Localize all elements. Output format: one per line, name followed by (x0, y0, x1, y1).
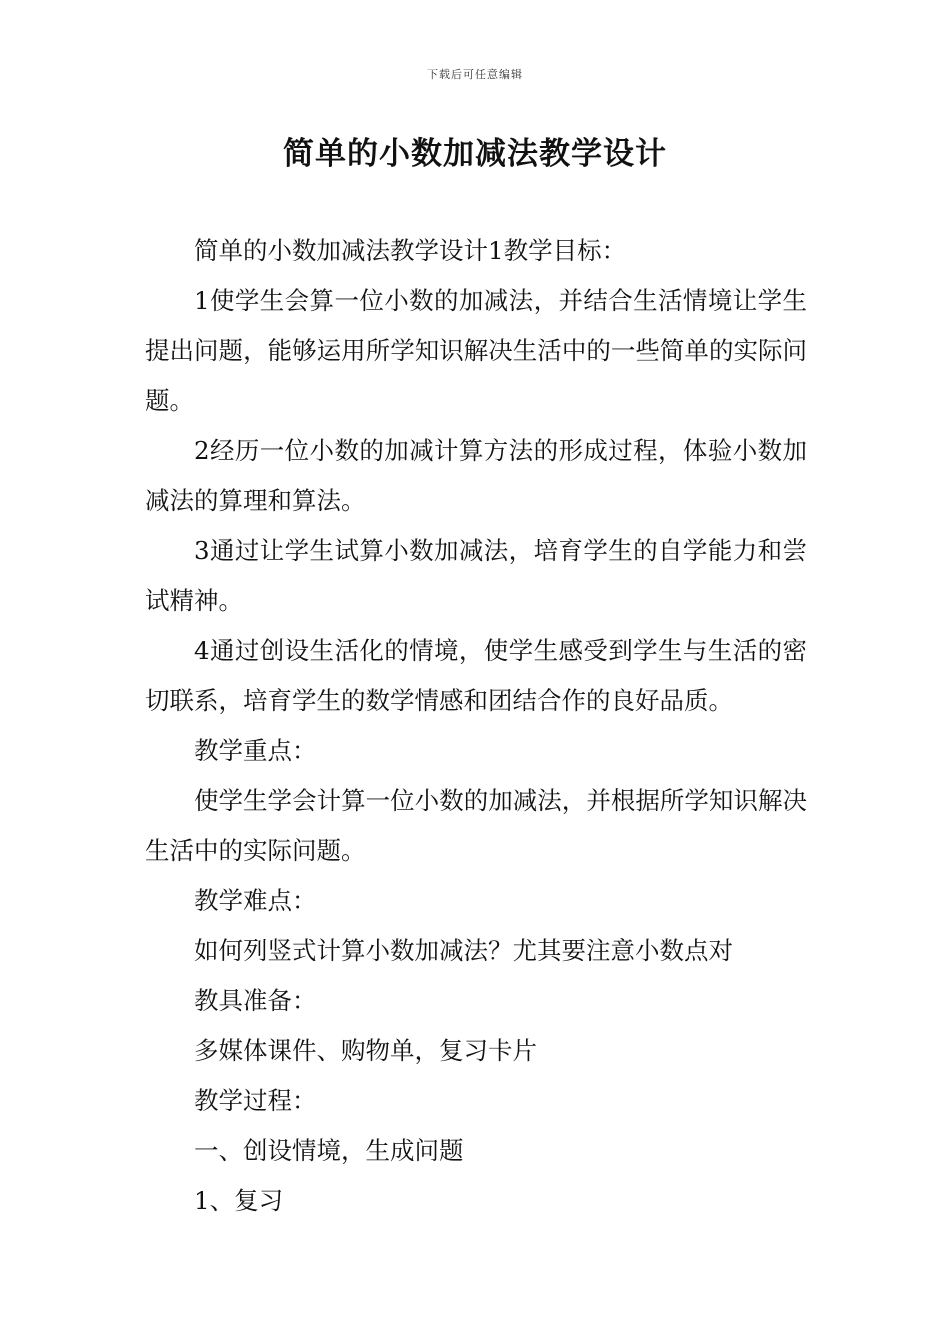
paragraph-goal-3: 3通过让学生试算小数加减法，培育学生的自学能力和尝试精神。 (145, 536, 807, 615)
paragraph-step-1: 一、创设情境，生成问题 (194, 1136, 464, 1165)
paragraph-difficulties: 如何列竖式计算小数加减法？尤其要注意小数点对 (194, 936, 733, 965)
document-body (145, 226, 807, 1226)
paragraph-goal-2: 2经历一位小数的加减计算方法的形成过程，体验小数加减法的算理和算法。 (145, 436, 807, 515)
heading-teaching-aids: 教具准备： (194, 986, 317, 1015)
paragraph-goal-1: 1使学生会算一位小数的加减法，并结合生活情境让学生提出问题，能够运用所学知识解决生活中的一些简单的实际问题。 (145, 286, 807, 415)
heading-process: 教学过程： (194, 1086, 317, 1115)
heading-key-points: 教学重点： (194, 736, 317, 765)
paragraph-review: 1、复习 (194, 1186, 284, 1215)
document-title: 简单的小数加减法教学设计 (283, 136, 667, 172)
paragraph-goal-4: 4通过创设生活化的情境，使学生感受到学生与生活的密切联系，培育学生的数学情感和团结合作的良好品质。 (145, 636, 807, 715)
paragraph-intro: 简单的小数加减法教学设计1教学目标： (194, 236, 627, 265)
header-note: 下载后可任意编辑 (427, 68, 523, 81)
paragraph-key-points: 使学生学会计算一位小数的加减法，并根据所学知识解决生活中的实际问题。 (145, 786, 807, 865)
heading-difficulties: 教学难点： (194, 886, 317, 915)
paragraph-teaching-aids: 多媒体课件、购物单，复习卡片 (194, 1036, 537, 1065)
